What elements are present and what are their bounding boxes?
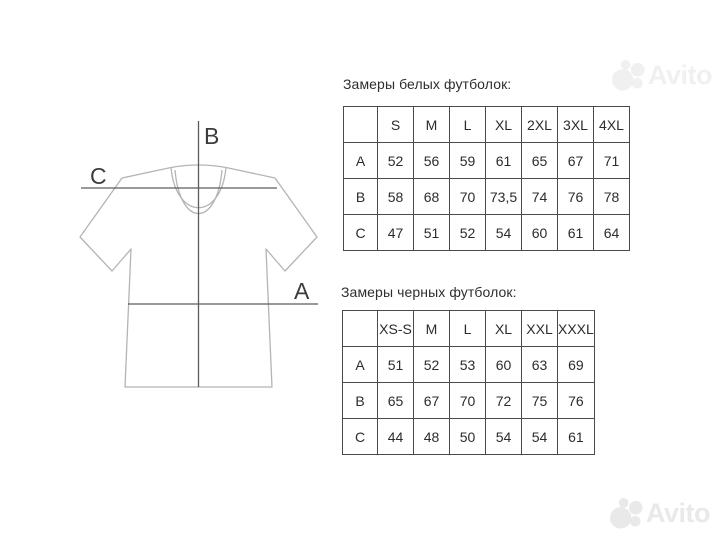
measure-cell: 51 <box>414 215 450 251</box>
table-header-row <box>343 311 595 347</box>
size-header: XL <box>486 311 522 347</box>
table-row <box>343 419 595 455</box>
white-size-table <box>343 106 630 251</box>
measure-cell: 70 <box>450 179 486 215</box>
avito-watermark-text: Avito <box>648 59 712 90</box>
measure-cell: 68 <box>414 179 450 215</box>
dim-label-a: A <box>294 278 311 304</box>
measure-cell: 64 <box>594 215 630 251</box>
corner-cell <box>344 107 378 143</box>
dim-label-b: B <box>204 123 221 149</box>
size-header: 2XL <box>522 107 558 143</box>
measure-cell: 65 <box>378 383 414 419</box>
measure-cell: 47 <box>378 215 414 251</box>
measure-cell: 67 <box>414 383 450 419</box>
row-label: C <box>343 419 378 455</box>
measurement-lines <box>81 121 318 387</box>
size-header: L <box>450 107 486 143</box>
avito-watermark-bottom <box>610 496 710 530</box>
row-label: B <box>344 179 378 215</box>
table-header-row <box>344 107 630 143</box>
measure-cell: 52 <box>414 347 450 383</box>
size-header: 4XL <box>594 107 630 143</box>
measure-cell: 74 <box>522 179 558 215</box>
row-label: C <box>344 215 378 251</box>
measure-cell: 69 <box>558 347 595 383</box>
measure-cell: 50 <box>450 419 486 455</box>
measure-cell: 71 <box>594 143 630 179</box>
table-row <box>344 215 630 251</box>
white-table-title: Замеры белых футболок: <box>343 76 512 92</box>
measure-cell: 52 <box>378 143 414 179</box>
row-label: B <box>343 383 378 419</box>
measure-cell: 52 <box>450 215 486 251</box>
size-header: XXXL <box>558 311 595 347</box>
measure-cell: 44 <box>378 419 414 455</box>
size-header: M <box>414 107 450 143</box>
measure-cell: 54 <box>486 419 522 455</box>
table-row <box>343 383 595 419</box>
measure-cell: 61 <box>558 215 594 251</box>
measure-cell: 56 <box>414 143 450 179</box>
measure-cell: 67 <box>558 143 594 179</box>
size-header: XXL <box>522 311 558 347</box>
measure-cell: 54 <box>522 419 558 455</box>
size-header: S <box>378 107 414 143</box>
avito-logo-icon <box>612 58 645 92</box>
black-size-table <box>342 310 595 455</box>
measure-cell: 73,5 <box>486 179 522 215</box>
measure-cell: 76 <box>558 179 594 215</box>
size-header: 3XL <box>558 107 594 143</box>
measure-cell: 63 <box>522 347 558 383</box>
size-header: XS-S <box>378 311 414 347</box>
black-table-title: Замеры черных футболок: <box>341 284 517 300</box>
measure-cell: 61 <box>558 419 595 455</box>
measure-cell: 70 <box>450 383 486 419</box>
row-label: A <box>343 347 378 383</box>
avito-logo-icon <box>610 496 643 530</box>
avito-watermark-text: Avito <box>646 497 710 528</box>
row-label: A <box>344 143 378 179</box>
measure-cell: 76 <box>558 383 595 419</box>
size-header: M <box>414 311 450 347</box>
measure-cell: 75 <box>522 383 558 419</box>
measure-cell: 65 <box>522 143 558 179</box>
measure-cell: 53 <box>450 347 486 383</box>
table-row <box>344 143 630 179</box>
avito-watermark-top <box>612 58 712 92</box>
measure-cell: 72 <box>486 383 522 419</box>
measure-cell: 58 <box>378 179 414 215</box>
size-header: XL <box>486 107 522 143</box>
dim-label-c: C <box>90 163 108 189</box>
measure-cell: 60 <box>522 215 558 251</box>
table-row <box>344 179 630 215</box>
measure-cell: 54 <box>486 215 522 251</box>
size-header: L <box>450 311 486 347</box>
measure-cell: 61 <box>486 143 522 179</box>
corner-cell <box>343 311 378 347</box>
measure-cell: 60 <box>486 347 522 383</box>
measure-cell: 59 <box>450 143 486 179</box>
measure-cell: 48 <box>414 419 450 455</box>
measure-cell: 51 <box>378 347 414 383</box>
table-row <box>343 347 595 383</box>
measure-cell: 78 <box>594 179 630 215</box>
